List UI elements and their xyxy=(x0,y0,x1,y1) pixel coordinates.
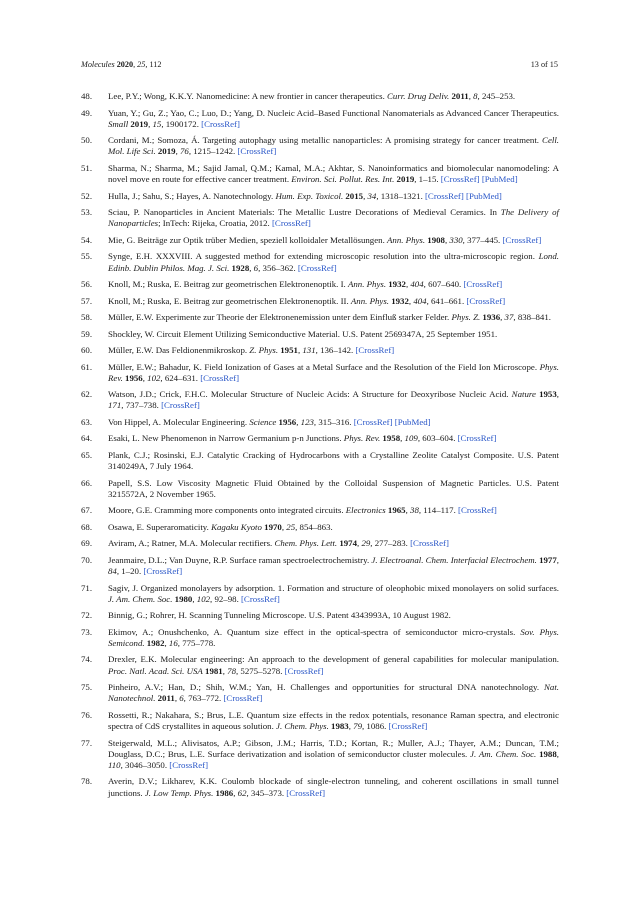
reference-number: 58. xyxy=(81,312,93,323)
reference-item xyxy=(81,191,559,202)
reference-number: 49. xyxy=(81,107,93,118)
reference-italic-text: 6 xyxy=(253,262,259,273)
reference-year: 2011 xyxy=(449,91,469,101)
reference-text: Aviram, A.; Ratner, M.A. Molecular rectifiers. xyxy=(108,538,275,549)
reference-text: , xyxy=(281,521,287,532)
reference-text: ; InTech: Rijeka, Croatia, 2012. xyxy=(158,218,272,229)
reference-number: 48. xyxy=(81,91,93,101)
reference-italic-text: Electronics xyxy=(345,505,386,516)
reference-year: 2019 xyxy=(128,118,149,129)
reference-italic-text: J. Chem. Phys. xyxy=(276,721,329,732)
reference-text: Osawa, E. Superaromaticity. xyxy=(108,521,212,532)
reference-text: , 245–253. xyxy=(477,91,516,101)
reference-number: 50. xyxy=(81,135,93,146)
reference-italic-text: Ann. Phys. xyxy=(347,279,387,290)
crossref-link[interactable]: [CrossRef] xyxy=(169,759,209,770)
reference-number: 78. xyxy=(81,776,93,787)
reference-text: , xyxy=(233,787,238,798)
reference-text: Sagiv, J. Organized monolayers by adsorption. 1. Formation and structure of oleophobic mixed monolayers on solid surfaces. xyxy=(108,582,559,593)
header-citation: Molecules 2020, 25, 112 xyxy=(81,60,162,69)
reference-italic-text: 34 xyxy=(367,190,377,201)
reference-italic-text: 330 xyxy=(449,234,463,245)
reference-item xyxy=(81,207,559,229)
crossref-link[interactable]: [CrossRef] xyxy=(240,593,280,604)
crossref-link[interactable]: [CrossRef] xyxy=(284,665,324,676)
reference-year: 1928 xyxy=(229,262,250,273)
reference-text: , xyxy=(296,416,301,427)
crossref-link[interactable]: [CrossRef] xyxy=(161,400,200,411)
reference-year: 1956 xyxy=(276,416,297,427)
reference-number: 53. xyxy=(81,207,93,218)
reference-text: Von Hippel, A. Molecular Engineering. xyxy=(108,416,250,427)
reference-italic-text: The Delivery of Nanoparticles xyxy=(108,207,560,229)
reference-italic-text: Phys. Rev. xyxy=(343,433,381,444)
reference-item xyxy=(81,555,559,577)
reference-number: 61. xyxy=(81,361,93,372)
reference-year: 2019 xyxy=(394,174,415,185)
reference-number: 56. xyxy=(81,279,93,290)
reference-text: Synge, E.H. XXXVIII. A suggested method for extending microscopic resolution into the ultra-microscopic region. xyxy=(108,251,539,262)
reference-text: , xyxy=(142,372,148,383)
reference-text: , xyxy=(405,505,411,516)
reference-number: 73. xyxy=(81,626,93,637)
reference-text: , 315–316. xyxy=(313,416,354,427)
reference-number: 59. xyxy=(81,328,93,339)
reference-text: , xyxy=(556,554,559,565)
crossref-link[interactable]: [CrossRef] xyxy=(410,538,449,549)
crossref-link[interactable]: [CrossRef] xyxy=(463,279,503,290)
reference-item xyxy=(81,296,559,307)
crossref-link[interactable]: [CrossRef] xyxy=(353,416,393,427)
reference-text: Shockley, W. Circuit Element Utilizing Semiconductive Material. U.S. Patent 2569347A, 25 September 1951. xyxy=(108,328,498,339)
reference-item xyxy=(81,654,559,676)
reference-text: Rossetti, R.; Nakahara, S.; Brus, L.E. Quantum size effects in the redox potentials, resonance Raman spectra, and electronic spectra of CdS crystallites in aqueous solution. xyxy=(108,709,559,732)
reference-italic-text: 8 xyxy=(473,91,478,101)
reference-text: , 775–778. xyxy=(177,637,216,648)
crossref-link[interactable]: [CrossRef] xyxy=(297,262,337,273)
running-header xyxy=(81,60,558,74)
reference-item xyxy=(81,478,559,500)
reference-number: 68. xyxy=(81,521,93,532)
reference-text: Knoll, M.; Ruska, E. Beitrag zur geometrischen Elektronenoptik. I. xyxy=(108,279,348,290)
reference-italic-text: Lond. Edinb. Dublin Philos. Mag. J. Sci. xyxy=(108,251,559,273)
reference-text: , xyxy=(222,665,228,676)
reference-italic-text: 76 xyxy=(179,146,189,157)
crossref-link[interactable]: [CrossRef] xyxy=(388,721,428,732)
reference-text: , 3046–3050. xyxy=(120,759,170,770)
reference-text: , xyxy=(192,593,197,604)
reference-text: , 1–15. xyxy=(414,174,441,185)
reference-italic-text: 6 xyxy=(179,693,184,704)
reference-item xyxy=(81,312,559,323)
crossref-link[interactable]: [CrossRef] xyxy=(424,190,464,201)
reference-italic-text: J. Low Temp. Phys. xyxy=(144,787,214,798)
reference-number: 70. xyxy=(81,554,93,565)
reference-item xyxy=(81,329,559,340)
reference-text: Knoll, M.; Ruska, E. Beitrag zur geometrischen Elektronenoptik. II. xyxy=(108,295,351,306)
reference-text: , 1–20. xyxy=(116,566,144,577)
reference-text: Watson, J.D.; Crick, F.H.C. Molecular Structure of Nucleic Acids: A Structure for Deoxyribose Nucleic Acid. xyxy=(108,389,512,400)
reference-item xyxy=(81,450,559,472)
reference-italic-text: 78 xyxy=(227,665,236,676)
reference-item xyxy=(81,710,559,732)
crossref-link[interactable]: [CrossRef] xyxy=(502,234,542,245)
reference-italic-text: Phys. Z. xyxy=(451,312,481,323)
reference-text: Sciau, P. Nanoparticles in Ancient Materials: The Metallic Lustre Decorations of Medieval Ceramics. In xyxy=(108,207,501,218)
reference-year: 1908 xyxy=(425,234,445,245)
reference-italic-text: J. Electroanal. Chem. Interfacial Electrochem. xyxy=(371,554,537,565)
reference-italic-text: 16 xyxy=(168,637,178,648)
reference-number: 67. xyxy=(81,505,93,516)
reference-text: Averin, D.V.; Likharev, K.K. Coulomb blockade of single-electron tunneling, and coherent oscillations in small tunnel junctions. xyxy=(108,776,559,798)
reference-year: 1981 xyxy=(202,665,223,676)
crossref-link[interactable]: [CrossRef] xyxy=(457,433,497,444)
reference-text: , 277–283. xyxy=(370,538,411,549)
reference-item xyxy=(81,362,559,384)
reference-italic-text: Phys. Rev. xyxy=(108,361,559,383)
reference-italic-text: 29 xyxy=(361,538,371,549)
reference-italic-text: J. Am. Chem. Soc. xyxy=(470,748,537,759)
reference-italic-text: 109 xyxy=(404,433,418,444)
reference-number: 69. xyxy=(81,538,93,549)
reference-italic-text: Proc. Natl. Acad. Sci. USA xyxy=(108,665,203,676)
reference-italic-text: 37 xyxy=(504,312,514,323)
reference-italic-text: Curr. Drug Deliv. xyxy=(387,91,450,101)
reference-text: , xyxy=(556,389,559,400)
reference-text: Binnig, G.; Rohrer, H. Scanning Tunneling Microscope. U.S. Patent 4343993A, 10 August 1982. xyxy=(108,610,451,621)
reference-text: , 1215–1242. xyxy=(188,146,238,157)
reference-text: , 377–445. xyxy=(462,234,503,245)
reference-text: , 603–604. xyxy=(417,433,458,444)
reference-year: 1932 xyxy=(386,279,406,290)
crossref-link[interactable]: [CrossRef] xyxy=(271,218,311,229)
crossref-link[interactable]: [CrossRef] xyxy=(200,372,240,383)
reference-item xyxy=(81,776,559,798)
header-year: 2020 xyxy=(116,60,134,69)
reference-italic-text: Science xyxy=(249,416,277,427)
reference-item xyxy=(81,389,559,411)
reference-italic-text: Chem. Phys. Lett. xyxy=(274,538,338,549)
reference-italic-text: Ann. Phys. xyxy=(350,295,389,306)
reference-number: 76. xyxy=(81,709,93,720)
reference-year: 1988 xyxy=(536,748,557,759)
reference-year: 1977 xyxy=(536,554,557,565)
reference-italic-text: Ann. Phys. xyxy=(387,234,426,245)
reference-italic-text: 84 xyxy=(108,566,117,577)
reference-text: Sharma, N.; Sharma, M.; Sajid Jamal, Q.M.; Kamal, M.A.; Akhtar, S. Nanoinformatics and biomolecular nanomodeling: A novel move en route for effective cancer treatment. xyxy=(108,162,559,185)
reference-italic-text: Sov. Phys. Semicond. xyxy=(108,626,560,648)
reference-italic-text: Environ. Sci. Pollut. Res. Int. xyxy=(291,174,395,185)
reference-text: Müller, E.W. Das Feldionenmikroskop. xyxy=(108,345,250,356)
reference-text: Mie, G. Beiträge zur Optik trüber Medien, speziell kolloidaler Metallösungen. xyxy=(108,234,387,245)
reference-italic-text: 102 xyxy=(147,372,161,383)
reference-year: 2015 xyxy=(343,190,364,201)
reference-number: 64. xyxy=(81,433,93,444)
reference-text: , xyxy=(500,312,505,323)
reference-text: , xyxy=(249,262,254,273)
reference-year: 1958 xyxy=(380,433,401,444)
pubmed-link[interactable]: [PubMed] xyxy=(394,416,431,427)
reference-text: , 5275–5278. xyxy=(235,665,285,676)
reference-item xyxy=(81,279,559,290)
reference-item xyxy=(81,345,559,356)
reference-number: 60. xyxy=(81,345,93,356)
reference-number: 63. xyxy=(81,416,93,427)
reference-item xyxy=(81,251,559,273)
crossref-link[interactable]: [CrossRef] xyxy=(286,787,326,798)
reference-text: , xyxy=(405,279,411,290)
reference-year: 1986 xyxy=(213,787,234,798)
reference-text: , xyxy=(468,91,474,101)
crossref-link[interactable]: [CrossRef] xyxy=(143,566,183,577)
reference-item xyxy=(81,108,559,130)
reference-number: 57. xyxy=(81,295,93,306)
reference-item xyxy=(81,738,559,772)
reference-item xyxy=(81,235,559,246)
reference-item xyxy=(81,91,559,102)
reference-item xyxy=(81,627,559,649)
reference-year: 1983 xyxy=(328,721,349,732)
crossref-link[interactable]: [CrossRef] xyxy=(440,174,480,185)
reference-text: , xyxy=(408,295,414,306)
reference-text: Plank, C.J.; Rosinski, E.J. Catalytic Cracking of Hydrocarbons with a Crystalline Zeolite Catalyst Composite. U.S. Patent 3140249A, 7 July 1964. xyxy=(108,449,559,472)
reference-text: , 345–373. xyxy=(246,787,287,798)
reference-text: , xyxy=(357,538,362,549)
reference-number: 54. xyxy=(81,234,93,245)
crossref-link[interactable]: [CrossRef] xyxy=(223,693,263,704)
reference-item xyxy=(81,583,559,605)
reference-text: Jeanmaire, D.L.; Van Duyne, R.P. Surface raman spectroelectrochemistry. xyxy=(108,554,372,565)
reference-italic-text: 110 xyxy=(108,759,121,770)
reference-text: Pinheiro, A.V.; Han, D.; Shih, W.M.; Yan, H. Challenges and opportunities for structural DNA nanotechnology. xyxy=(108,682,544,693)
reference-text: Hulla, J.; Sahu, S.; Hayes, A. Nanotechnology. xyxy=(108,190,276,201)
reference-text: , 854–863. xyxy=(295,521,333,532)
crossref-link[interactable]: [CrossRef] xyxy=(237,146,277,157)
reference-text: , 1086. xyxy=(362,721,389,732)
reference-text: , xyxy=(297,345,303,356)
reference-item xyxy=(81,135,559,157)
reference-item xyxy=(81,505,559,516)
reference-year: 1980 xyxy=(172,593,193,604)
reference-number: 51. xyxy=(81,162,93,173)
crossref-link[interactable]: [CrossRef] xyxy=(201,118,240,129)
reference-text: , xyxy=(175,146,180,157)
reference-number: 62. xyxy=(81,389,93,400)
reference-item xyxy=(81,163,559,185)
reference-text: , 641–661. xyxy=(426,295,467,306)
reference-item xyxy=(81,433,559,444)
reference-year: 1953 xyxy=(535,389,557,400)
reference-list xyxy=(81,91,559,804)
reference-italic-text: Nature xyxy=(511,389,536,400)
reference-year: 1951 xyxy=(278,345,298,356)
reference-italic-text: Kagaku Kyoto xyxy=(211,521,262,532)
reference-text: , 624–631. xyxy=(160,372,201,383)
reference-year: 2019 xyxy=(155,146,176,157)
reference-item xyxy=(81,417,559,428)
reference-italic-text: J. Am. Chem. Soc. xyxy=(108,593,173,604)
reference-text: , xyxy=(556,748,559,759)
reference-text: Steigerwald, M.L.; Alivisatos, A.P.; Gibson, J.M.; Harris, T.D.; Kortan, R.; Muller, A.J.; Thayer, A.M.; Duncan, T.M.; Douglass, D.C.; Brus, L.E. Surface derivatization and isolation of semiconductor cluster molecules. xyxy=(108,737,559,759)
reference-text: Esaki, L. New Phenomenon in Narrow Germanium p-n Junctions. xyxy=(108,433,344,444)
reference-number: 72. xyxy=(81,610,93,621)
reference-italic-text: 79 xyxy=(353,721,362,732)
reference-number: 66. xyxy=(81,477,93,488)
reference-text: , xyxy=(348,721,354,732)
reference-number: 65. xyxy=(81,449,93,460)
reference-text: , xyxy=(148,118,153,129)
reference-text: Müller, E.W.; Bahadur, K. Field Ionization of Gases at a Metal Surface and the Resolution of the Field Ion Microscope. xyxy=(108,361,540,372)
reference-italic-text: Z. Phys. xyxy=(249,345,279,356)
reference-text: , 136–142. xyxy=(315,345,356,356)
reference-italic-text: 404 xyxy=(410,279,424,290)
reference-year: 1965 xyxy=(385,505,406,516)
reference-text: , xyxy=(363,190,368,201)
reference-text: , 1900172. xyxy=(161,118,202,129)
reference-item xyxy=(81,522,559,533)
reference-text: , xyxy=(400,433,405,444)
pubmed-link[interactable]: [PubMed] xyxy=(466,190,502,201)
reference-italic-text: 38 xyxy=(410,505,419,516)
reference-text: Drexler, E.K. Molecular engineering: An approach to the development of general capabilities for molecular manipulation. xyxy=(108,654,559,665)
reference-item xyxy=(81,682,559,704)
reference-text: , 607–640. xyxy=(423,279,464,290)
reference-text: , 1318–1321. xyxy=(376,190,425,201)
reference-year: 1982 xyxy=(144,637,165,648)
reference-italic-text: 131 xyxy=(302,345,316,356)
reference-text: Lee, P.Y.; Wong, K.K.Y. Nanomedicine: A new frontier in cancer therapeutics. xyxy=(108,91,388,101)
reference-year: 2011 xyxy=(155,693,175,704)
reference-text: Papell, S.S. Low Viscosity Magnetic Fluid Obtained by the Colloidal Suspension of Magnetic Particles. U.S. Patent 3215572A, 2 November 1965. xyxy=(108,477,559,499)
header-volume: 25 xyxy=(137,60,146,69)
crossref-link[interactable]: [CrossRef] xyxy=(355,345,395,356)
reference-text: , xyxy=(164,637,169,648)
reference-text: , 356–362. xyxy=(258,262,298,273)
reference-item xyxy=(81,610,559,621)
reference-year: 1932 xyxy=(388,295,409,306)
journal-name: Molecules xyxy=(81,60,115,69)
reference-text: , xyxy=(444,234,450,245)
reference-italic-text: Nat. Nanotechnol. xyxy=(108,682,559,704)
reference-number: 71. xyxy=(81,582,93,593)
reference-text: Moore, G.E. Cramming more components onto integrated circuits. xyxy=(108,505,346,516)
reference-italic-text: 62 xyxy=(237,787,247,798)
reference-text: Müller, E.W. Experimente zur Theorie der Elektronenemission unter dem Einfluß starker Felder. xyxy=(108,312,452,323)
reference-italic-text: 15 xyxy=(152,118,162,129)
crossref-link[interactable]: [CrossRef] xyxy=(458,505,497,516)
pubmed-link[interactable]: [PubMed] xyxy=(481,174,518,185)
reference-italic-text: 171 xyxy=(108,400,122,411)
reference-italic-text: 25 xyxy=(286,521,296,532)
reference-number: 74. xyxy=(81,654,93,665)
reference-text: Cordani, M.; Somoza, Á. Targeting autophagy using metallic nanoparticles: A promising strategy for cancer treatment. xyxy=(108,135,543,146)
page-number: 13 of 15 xyxy=(530,60,558,69)
reference-year: 1974 xyxy=(337,538,358,549)
reference-year: 1936 xyxy=(480,312,501,323)
reference-italic-text: 102 xyxy=(196,593,211,604)
reference-text: , 838–841. xyxy=(513,312,551,323)
reference-item xyxy=(81,538,559,549)
reference-number: 52. xyxy=(81,190,93,201)
reference-italic-text: 404 xyxy=(413,295,427,306)
crossref-link[interactable]: [CrossRef] xyxy=(466,295,506,306)
header-article: 112 xyxy=(149,60,162,69)
reference-italic-text: Small xyxy=(108,118,129,129)
reference-italic-text: 123 xyxy=(300,416,314,427)
reference-text: , 737–738. xyxy=(121,400,162,411)
reference-text: Yuan, Y.; Gu, Z.; Yao, C.; Luo, D.; Yang, D. Nucleic Acid–Based Functional Nanomaterials as Advanced Cancer Therapeutics. xyxy=(108,107,559,118)
reference-number: 55. xyxy=(81,251,93,262)
reference-year: 1970 xyxy=(261,521,282,532)
reference-italic-text: Cell. Mol. Life Sci. xyxy=(108,135,559,157)
reference-text: Ekimov, A.; Onushchenko, A. Quantum size effect in the optical-spectra of semiconductor micro-crystals. xyxy=(108,626,521,637)
reference-text: , 92–98. xyxy=(210,593,241,604)
reference-text: , xyxy=(174,693,180,704)
reference-text: , 114–117. xyxy=(418,505,459,516)
reference-year: 1956 xyxy=(122,372,143,383)
reference-text: , 763–772. xyxy=(183,693,224,704)
reference-italic-text: Hum. Exp. Toxicol. xyxy=(275,190,344,201)
reference-number: 77. xyxy=(81,737,93,748)
reference-number: 75. xyxy=(81,682,93,693)
